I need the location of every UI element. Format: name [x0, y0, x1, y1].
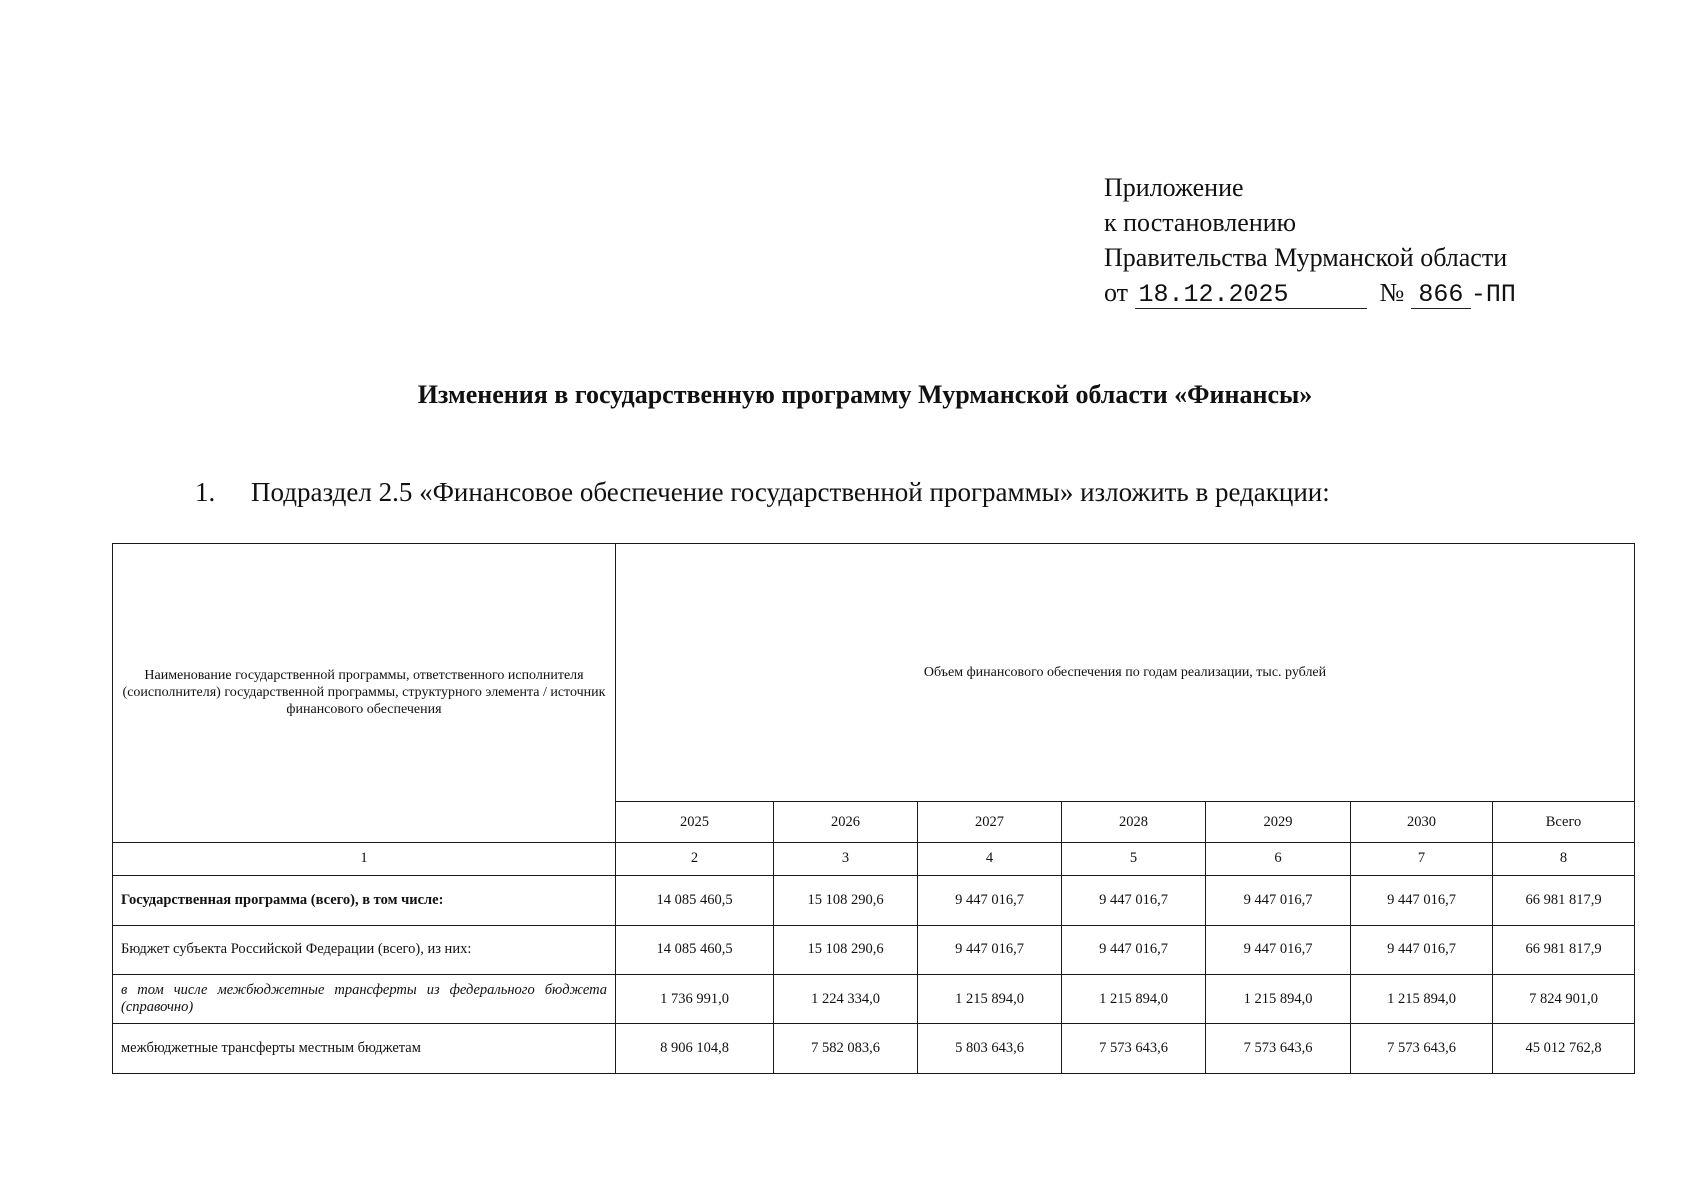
year-2027-header: 2027	[918, 802, 1062, 842]
column-number: 3	[774, 842, 918, 875]
table-cell: 1 215 894,0	[1351, 975, 1493, 1024]
table-cell: 66 981 817,9	[1493, 876, 1635, 925]
row-label: Бюджет субъекта Российской Федерации (всего), из них:	[113, 925, 616, 974]
table-cell: 9 447 016,7	[918, 925, 1062, 974]
table-cell: 7 573 643,6	[1062, 1024, 1206, 1074]
table-cell: 9 447 016,7	[1062, 876, 1206, 925]
item-number: 1.	[195, 477, 216, 507]
appendix-date-line	[1104, 275, 1516, 312]
column-number: 1	[113, 842, 616, 875]
list-item	[195, 477, 1330, 508]
total-header: Всего	[1493, 802, 1635, 842]
row-label: межбюджетные трансферты местным бюджетам	[113, 1024, 616, 1074]
row-label: Государственная программа (всего), в том числе:	[113, 876, 616, 925]
column-number: 2	[616, 842, 774, 875]
resolution-date: 18.12.2025	[1135, 282, 1367, 309]
appendix-block	[1104, 170, 1516, 312]
table-cell: 7 582 083,6	[774, 1024, 918, 1074]
table-cell: 7 573 643,6	[1351, 1024, 1493, 1074]
table-cell: 8 906 104,8	[616, 1024, 774, 1074]
table-cell: 9 447 016,7	[1351, 925, 1493, 974]
table-cell: 7 824 901,0	[1493, 975, 1635, 1024]
column-number: 7	[1351, 842, 1493, 875]
number-sign: №	[1379, 278, 1405, 307]
table-cell: 9 447 016,7	[1062, 925, 1206, 974]
table-row	[113, 975, 1635, 1024]
year-2029-header: 2029	[1206, 802, 1351, 842]
name-header: Наименование государственной программы, ответственного исполнителя (соисполнителя) государственной программы, структурного элемента / источник финансового обеспечения	[113, 544, 616, 843]
table-cell: 15 108 290,6	[774, 925, 918, 974]
appendix-resolution: к постановлению	[1104, 208, 1297, 237]
volume-header: Объем финансового обеспечения по годам реализации, тыс. рублей	[616, 544, 1635, 802]
table-cell: 9 447 016,7	[918, 876, 1062, 925]
table-cell: 14 085 460,5	[616, 925, 774, 974]
table-cell: 1 736 991,0	[616, 975, 774, 1024]
table-row	[113, 925, 1635, 974]
document-title: Изменения в государственную программу Мурманской области «Финансы»	[417, 380, 1313, 409]
year-2030-header: 2030	[1351, 802, 1493, 842]
appendix-government: Правительства Мурманской области	[1104, 243, 1508, 272]
table-row	[113, 876, 1635, 925]
table-cell: 66 981 817,9	[1493, 925, 1635, 974]
table-cell: 45 012 762,8	[1493, 1024, 1635, 1074]
table-cell: 1 215 894,0	[918, 975, 1062, 1024]
row-label: в том числе межбюджетные трансферты из федерального бюджета (справочно)	[113, 975, 616, 1024]
table-cell: 1 215 894,0	[1062, 975, 1206, 1024]
table-cell: 14 085 460,5	[616, 876, 774, 925]
column-number: 8	[1493, 842, 1635, 875]
item-text: Подраздел 2.5 «Финансовое обеспечение государственной программы» изложить в редакции:	[251, 477, 1330, 507]
year-2028-header: 2028	[1062, 802, 1206, 842]
resolution-number: 866	[1411, 282, 1471, 309]
column-number: 5	[1062, 842, 1206, 875]
table-cell: 1 215 894,0	[1206, 975, 1351, 1024]
column-number: 4	[918, 842, 1062, 875]
table-cell: 1 224 334,0	[774, 975, 918, 1024]
table-cell: 9 447 016,7	[1206, 925, 1351, 974]
year-2026-header: 2026	[774, 802, 918, 842]
column-number-row	[113, 842, 1635, 875]
table-row	[113, 1024, 1635, 1074]
table-cell: 9 447 016,7	[1206, 876, 1351, 925]
resolution-number-suffix: -ПП	[1470, 280, 1516, 309]
table-cell: 5 803 643,6	[918, 1024, 1062, 1074]
table-cell: 9 447 016,7	[1351, 876, 1493, 925]
table-cell: 7 573 643,6	[1206, 1024, 1351, 1074]
year-2025-header: 2025	[616, 802, 774, 842]
date-prefix: от	[1104, 278, 1129, 307]
financing-table	[112, 543, 1635, 1074]
table-cell: 15 108 290,6	[774, 876, 918, 925]
column-number: 6	[1206, 842, 1351, 875]
appendix-title: Приложение	[1104, 173, 1244, 202]
